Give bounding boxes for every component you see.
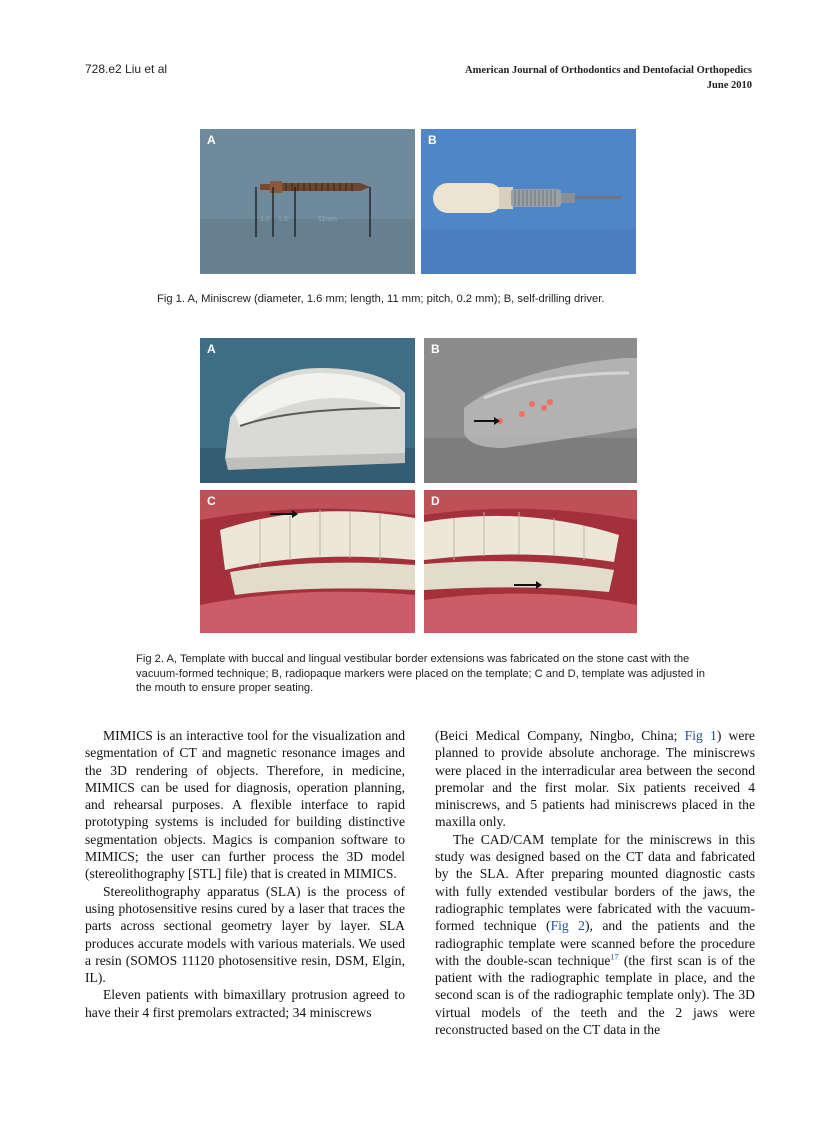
fig2-panel-c-intraoral-photo: [200, 490, 415, 633]
panel-label-b: B: [428, 133, 437, 147]
paragraph-cadcam-template: The CAD/CAM template for the miniscrews in this study was designed based on the CT data and fabricated by the SLA. After preparing mounted diagnostic casts with fully extended vestibular borders of the jaws, the radiographic templates were fabricated with the vacuum-formed technique (Fig 2), and the patients and the radiographic template were scanned before the procedure with the double-scan technique$^{17}$ (the first scan is of the patient with the radiographic template in place, and the second scan is of the radiographic template only). The 3D virtual models of the teeth and the 2 jaws were reconstructed based on the CT data in the: [435, 831, 755, 1038]
paragraph-miniscrews: (Beici Medical Company, Ningbo, China; Fig 1) were planned to provide absolute anchorage. The miniscrews were placed in the interradicular area between the second premolar and the first molar. Six patients received 4 miniscrews, and 5 patients had miniscrews placed in the maxilla only.: [435, 728, 755, 830]
panel-label-d: D: [431, 494, 440, 508]
running-header-right: [465, 63, 752, 93]
panel-label-a: A: [207, 133, 216, 147]
radiopaque-marker: [529, 401, 535, 407]
fig2-panel-d-intraoral-photo: [424, 490, 637, 633]
fig2-panel-a-template-on-cast: [200, 338, 415, 483]
fig2-caption: Fig 2. A, Template with buccal and lingual vestibular border extensions was fabricated on the stone cast with the vacuum-formed technique; B, radiopaque markers were placed on the template; C and D, template was adjusted in the mouth to ensure proper seating.: [136, 653, 706, 694]
radiopaque-marker: [541, 405, 547, 411]
ruler-mark-1: 1.0: [260, 216, 270, 223]
body-column-left: [85, 727, 405, 1021]
paragraph-mimics: MIMICS is an interactive tool for the visualization and segmentation of CT and magnetic resonance images and the 3D rendering of objects. Therefore, in medicine, MIMICS can be used for diagnosis, operation planning, and rehearsal purposes. A flexible interface to rapid prototyping systems is included for building distinctive segmentation objects. Magics is companion software to MIMICS; the user can further process the 3D model (stereolithography [STL] file) that is created in MIMICS.: [85, 728, 405, 882]
panel-label-a: A: [207, 342, 216, 356]
fig1-panel-b-driver-photo: [421, 129, 636, 274]
radiopaque-marker: [519, 411, 525, 417]
issue-date: June 2010: [706, 80, 752, 91]
running-header-left: 728.e2 Liu et al: [85, 62, 168, 76]
fig1-caption: Fig 1. A, Miniscrew (diameter, 1.6 mm; length, 11 mm; pitch, 0.2 mm); B, self-drilling driver.: [157, 293, 605, 305]
body-column-right: [435, 727, 755, 1038]
ruler-mark-3: 11mm: [318, 216, 337, 223]
fig1-panel-a-miniscrew-photo: [200, 129, 415, 274]
radiopaque-marker: [547, 399, 553, 405]
panel-label-c: C: [207, 494, 216, 508]
fig1-link[interactable]: Fig 1: [684, 728, 717, 743]
ruler-mark-2: 1.6: [278, 216, 288, 223]
paragraph-sla: Stereolithography apparatus (SLA) is the process of using photosensitive resins cured by a laser that traces the parts across sectional geometry layer by layer. SLA produces accurate models with various materials. We used a resin (SOMOS 11120 photosensitive resin, DSM, Elgin, IL).: [85, 883, 405, 986]
reference-17-link[interactable]: 17: [610, 952, 619, 962]
panel-label-b: B: [431, 342, 440, 356]
fig2-link[interactable]: Fig 2: [550, 918, 585, 934]
fig2-panel-b-radiopaque-markers: [424, 338, 637, 483]
journal-title: American Journal of Orthodontics and Dentofacial Orthopedics: [465, 65, 752, 76]
paragraph-patients: Eleven patients with bimaxillary protrusion agreed to have their 4 first premolars extracted; 34 miniscrews: [85, 987, 405, 1020]
